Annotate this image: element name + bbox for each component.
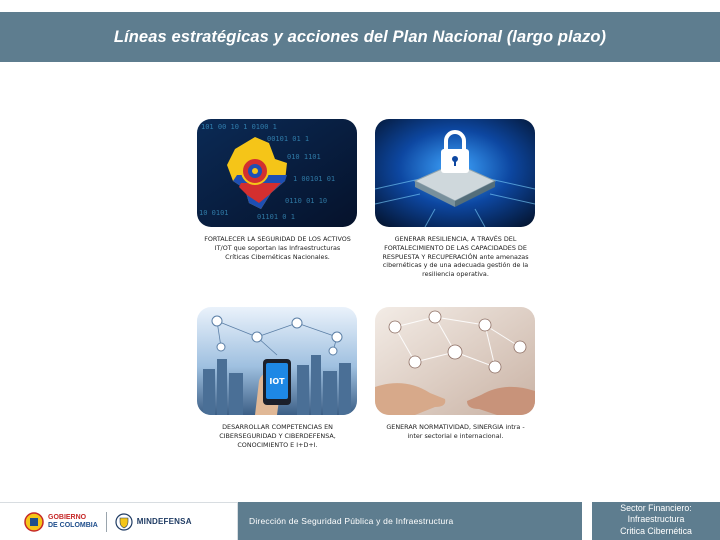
network-hands-icon [375,307,535,415]
card-text-2: GENERAR RESILIENCIA, A TRAVÉS DEL FORTALECIMIENTO DE LAS CAPACIDADES DE RESPUESTA Y RECUPERACIÓN ante amenazas cibernéticas y de una adecuada gestión de la resiliencia operativa. [382,235,529,279]
padlock-chip-icon [375,119,535,227]
gov-logo-line2: DE COLOMBIA [48,521,98,529]
card-text-1: FORTALECER LA SEGURIDAD DE LOS ACTIVOS IT/OT que soportan las Infraestructuras Críticas Cibernéticas Nacionales. [204,235,351,261]
logo-divider [106,512,107,532]
shield-icon [115,513,133,531]
gov-logo-line1: GOBIERNO [48,514,87,522]
footer-right-line1: Sector Financiero: [620,503,692,513]
svg-text:00101 01 1: 00101 01 1 [267,135,310,143]
footer-sector-label [592,502,720,540]
svg-text:010 1101: 010 1101 [287,153,321,161]
strategy-card-4 [368,307,543,441]
strategy-card-2 [368,119,543,279]
coat-of-arms-icon [24,512,44,532]
svg-text:10 0101: 10 0101 [199,209,229,217]
footer-center [238,502,582,540]
footer-logos [0,502,238,540]
card-text-4: GENERAR NORMATIVIDAD, SINERGIA intra - inter sectorial e internacional. [386,423,525,440]
strategy-card-1 [190,119,365,261]
page-title: Líneas estratégicas y acciones del Plan Nacional (largo plazo) [113,27,607,46]
colombia-map-cyber-icon [197,119,357,227]
strategy-card-3 [190,307,365,449]
footer-right-line3: Critica Cibernética [620,525,692,536]
svg-text:0110 01 10: 0110 01 10 [285,197,328,205]
svg-text:IOT: IOT [269,377,285,386]
gobierno-colombia-logo [24,512,98,532]
top-strip [0,0,720,12]
svg-text:1 00101 01: 1 00101 01 [293,175,336,183]
footer-right-line2: Infraestructura [627,514,685,525]
svg-text:101 00 10 1 0100 1: 101 00 10 1 0100 1 [201,123,277,131]
mindefensa-logo [115,513,192,531]
card-text-3: DESARROLLAR COMPETENCIAS EN CIBERSEGURIDAD Y CIBERDEFENSA, CONOCIMIENTO E I+D+I. [219,423,336,449]
svg-text:01101 0 1: 01101 0 1 [257,213,295,221]
footer-center-text: Dirección de Seguridad Pública y de Infraestructura [249,516,454,526]
header-bar [0,12,720,62]
iot-city-phone-icon [197,307,357,415]
mindefensa-text: MINDEFENSA [136,517,192,526]
